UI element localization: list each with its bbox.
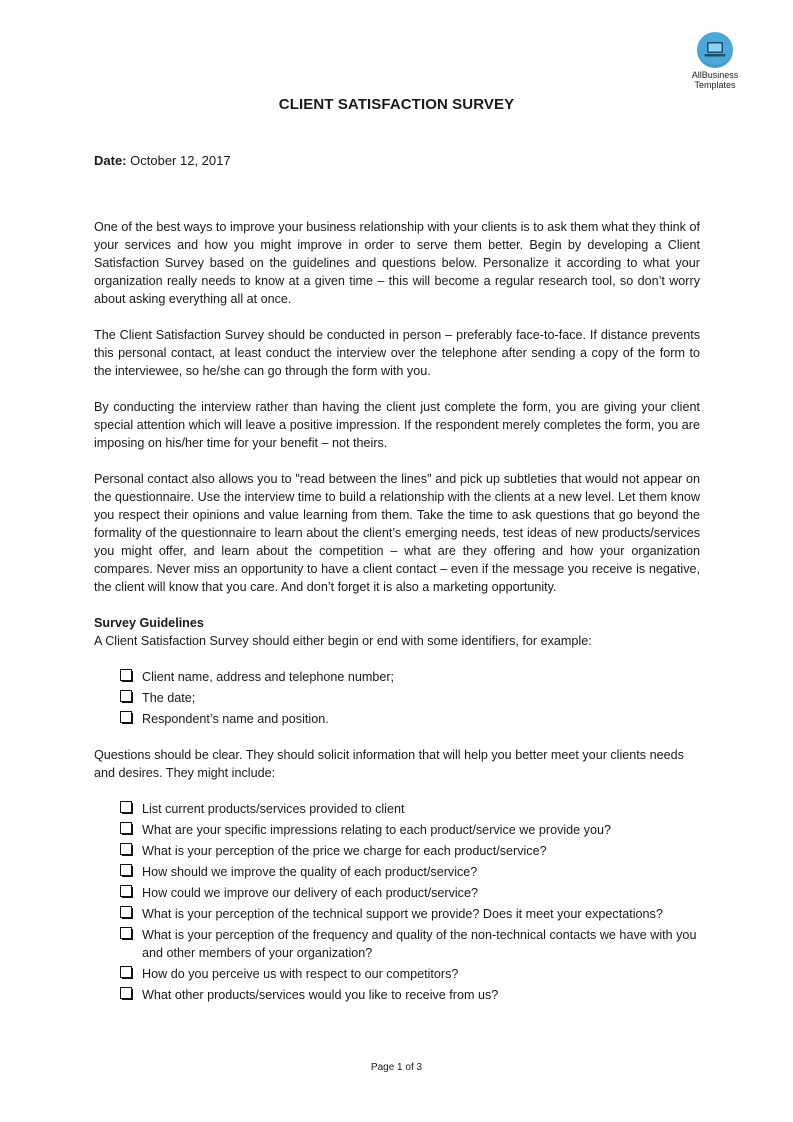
logo-line-1: AllBusiness bbox=[691, 70, 739, 80]
list-item-text: How could we improve our delivery of each product/service? bbox=[142, 886, 478, 900]
list-item-text: Client name, address and telephone number; bbox=[142, 670, 395, 684]
list-item-text: List current products/services provided to client bbox=[142, 802, 405, 816]
list-item bbox=[120, 863, 700, 881]
date-label: Date: bbox=[94, 153, 127, 168]
section-heading: Survey Guidelines bbox=[94, 616, 204, 630]
list-item bbox=[120, 689, 700, 707]
paragraph-2: The Client Satisfaction Survey should be conducted in person – preferably face-to-face. If distance prevents this personal contact, at least conduct the interview over the telephone after sending a copy of the form to the interviewee, so he/she can go through the form with you. bbox=[94, 328, 700, 378]
checkbox-icon bbox=[120, 927, 132, 939]
date-line bbox=[94, 153, 231, 168]
list-item-text: What are your specific impressions relating to each product/service we provide you? bbox=[142, 823, 611, 837]
checkbox-icon bbox=[120, 690, 132, 702]
list-item bbox=[120, 842, 700, 860]
list-item bbox=[120, 884, 700, 902]
checkbox-icon bbox=[120, 864, 132, 876]
questions-intro: Questions should be clear. They should solicit information that will help you better meet your clients needs and desires. They might include: bbox=[94, 748, 684, 780]
list-item bbox=[120, 986, 700, 1004]
list-item-text: What other products/services would you like to receive from us? bbox=[142, 988, 499, 1002]
identifier-checklist bbox=[94, 668, 700, 728]
list-item bbox=[120, 800, 700, 818]
paragraph-4: Personal contact also allows you to "read between the lines" and pick up subtleties that would not appear on the questionnaire. Use the interview time to build a relationship with the clients at a new level. Let them know you respect their opinions and value learning from them. Take the time to ask questions that go beyond the formality of the questionnaire to learn about the client’s emerging needs, test ideas of new products/services you might offer, and learn about the competition – what are they offering and how your organization compares. Never miss an opportunity to have a client contact – even if the message you receive is negative, the client will know that you care. And don’t forget it is also a marketing opportunity. bbox=[94, 472, 700, 594]
list-item bbox=[120, 965, 700, 983]
paragraph-1: One of the best ways to improve your business relationship with your clients is to ask them what they think of your services and how you might improve in order to serve them better. Begin by developing a Client Satisfaction Survey based on the guidelines and questions below. Personalize it according to what your organization really needs to know at a given time – this will become a regular research tool, so don’t worry about asking everything all at once. bbox=[94, 220, 700, 306]
page-number: Page 1 of 3 bbox=[370, 1062, 423, 1073]
logo-line-2: Templates bbox=[694, 80, 736, 90]
document-title: CLIENT SATISFACTION SURVEY bbox=[278, 96, 515, 113]
logo-text bbox=[688, 70, 742, 90]
date-value: October 12, 2017 bbox=[130, 153, 231, 168]
laptop-icon bbox=[697, 32, 733, 68]
checkbox-icon bbox=[120, 801, 132, 813]
checkbox-icon bbox=[120, 885, 132, 897]
checkbox-icon bbox=[120, 843, 132, 855]
list-item-text: Respondent’s name and position. bbox=[142, 712, 329, 726]
list-item bbox=[120, 710, 700, 728]
list-item-text: How do you perceive us with respect to our competitors? bbox=[142, 967, 459, 981]
checkbox-icon bbox=[120, 966, 132, 978]
list-item bbox=[120, 668, 700, 686]
guidelines-intro: A Client Satisfaction Survey should either begin or end with some identifiers, for example: bbox=[94, 634, 592, 648]
document-body bbox=[94, 218, 700, 1022]
checkbox-icon bbox=[120, 822, 132, 834]
brand-logo bbox=[688, 32, 742, 90]
checkbox-icon bbox=[120, 669, 132, 681]
list-item-text: How should we improve the quality of each product/service? bbox=[142, 865, 478, 879]
checkbox-icon bbox=[120, 906, 132, 918]
checkbox-icon bbox=[120, 987, 132, 999]
list-item bbox=[120, 821, 700, 839]
list-item bbox=[120, 905, 700, 923]
checkbox-icon bbox=[120, 711, 132, 723]
list-item-text: The date; bbox=[142, 691, 196, 705]
list-item-text: What is your perception of the frequency and quality of the non-technical contacts we have with you and other members of your organization? bbox=[142, 928, 697, 960]
question-checklist bbox=[94, 800, 700, 1004]
list-item-text: What is your perception of the price we charge for each product/service? bbox=[142, 844, 547, 858]
list-item bbox=[120, 926, 700, 962]
paragraph-3: By conducting the interview rather than having the client just complete the form, you are giving your client special attention which will leave a positive impression. If the respondent merely completes the form, you are imposing on his/her time for your benefit – not theirs. bbox=[94, 400, 700, 450]
list-item-text: What is your perception of the technical support we provide? Does it meet your expectations? bbox=[142, 907, 663, 921]
